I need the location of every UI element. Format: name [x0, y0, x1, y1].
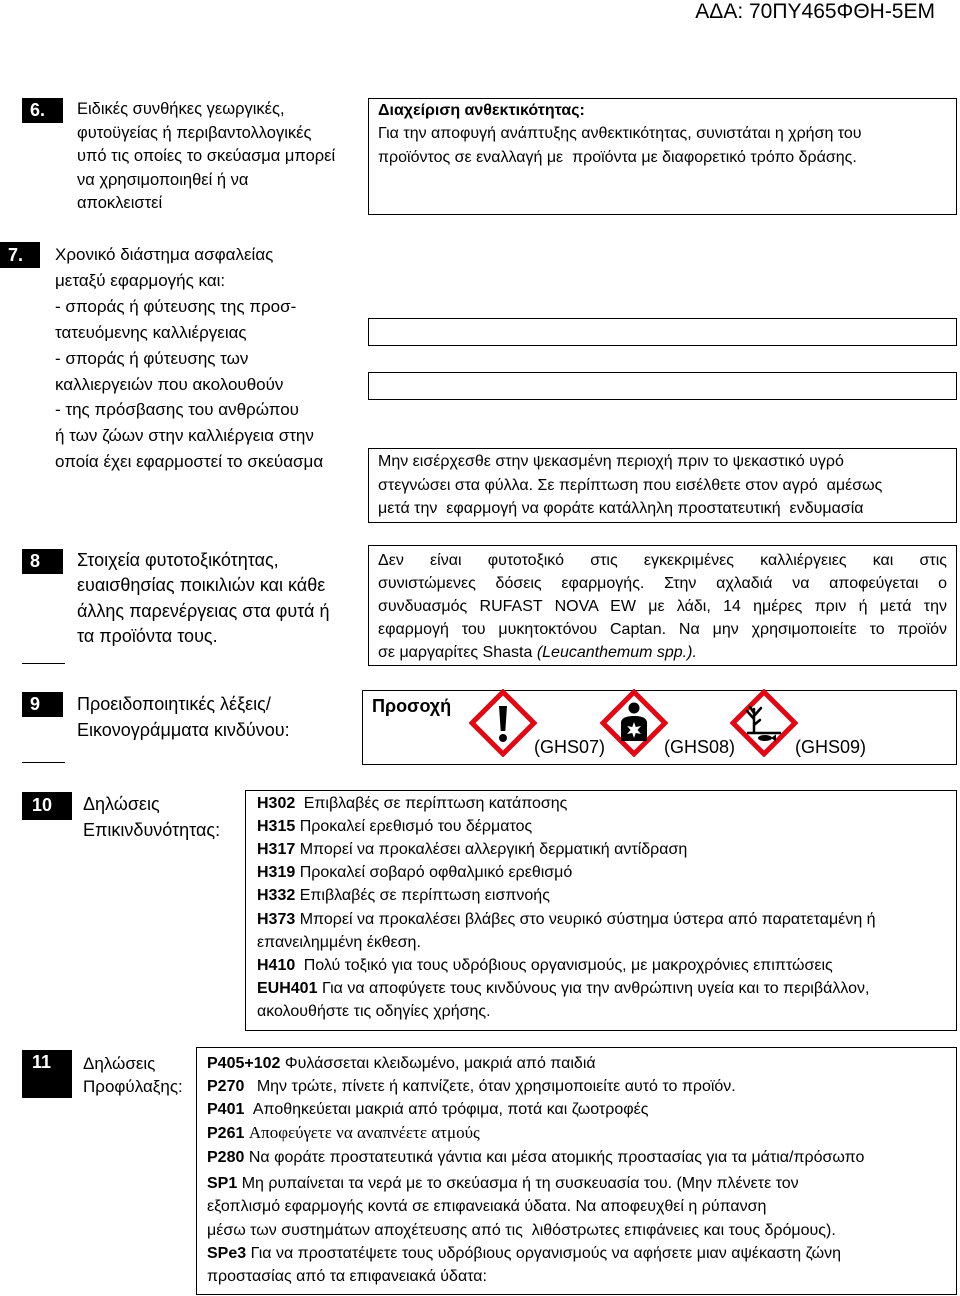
content-line: Μην εισέρχεσθε στην ψεκασμένη περιοχή πριν το ψεκαστικό υγρό	[378, 453, 844, 470]
statement-code: H315	[257, 817, 296, 835]
label-line: - της πρόσβασης του ανθρώπου	[55, 400, 299, 420]
label-line: καλλιεργειών που ακολουθούν	[55, 374, 284, 394]
figure-head	[629, 703, 640, 714]
statement-h317	[257, 838, 876, 861]
statement-text: Επιβλαβές σε περίπτωση κατάποσης	[303, 794, 568, 812]
hazard-statements	[257, 792, 876, 1024]
label-line: Ειδικές συνθήκες γεωργικές,	[77, 100, 285, 118]
content-line: συνιστώμενες δόσεις εφαρμογής. Στην αχλαδιά να αποφεύγεται ο	[378, 574, 947, 592]
label-line: - σποράς ή φύτευσης της προσ-	[55, 296, 297, 316]
statement-text: Προκαλεί σοβαρό οφθαλμικό ερεθισμό	[299, 864, 573, 882]
statement-text: Για να προστατέψετε τους υδρόβιους οργανισμούς να αφήσετε μιαν αψέκαστη ζώνη	[250, 1244, 841, 1262]
statement-code: H373	[257, 910, 296, 928]
dead-fish	[758, 735, 772, 741]
statement-continuation: προστασίας από τα επιφανειακά ύδατα:	[207, 1268, 487, 1286]
section-7-number: 7.	[8, 245, 24, 265]
section-10-number: 10	[32, 795, 53, 815]
label-line: υπό τις οποίες το σκεύασμα μπορεί	[77, 147, 336, 165]
section-6-number: 6.	[30, 100, 46, 120]
section-7-content	[378, 450, 882, 521]
statement-h332	[257, 884, 876, 907]
content-line: εφαρμογή του μυκητοκτόνου Captan. Να μην χρησιμοποιείτε το προϊόν	[378, 621, 947, 639]
section-6-label	[77, 98, 335, 216]
label-line: φυτοϋγείας ή περιβαντολλογικές	[77, 123, 312, 142]
label-line: Δηλώσεις	[83, 1053, 156, 1073]
label-line: Προφύλαξης:	[83, 1076, 183, 1096]
section-9-divider	[22, 762, 65, 763]
ada-header: ΑΔΑ: 70ΠΥ465ΦΘΗ-5ΕΜ	[695, 0, 935, 23]
statement-sp1	[207, 1172, 864, 1195]
statement-h302	[257, 792, 876, 815]
label-line: - σποράς ή φύτευσης των	[55, 348, 249, 368]
environment-icon	[730, 689, 798, 757]
statement-code: H332	[257, 887, 296, 905]
statement-p280	[207, 1146, 864, 1169]
statement-text: Φυλάσσεται κλειδωμένο, μακριά από παιδιά	[284, 1054, 596, 1072]
statement-code: H410	[257, 956, 296, 974]
content-line: Δεν είναι φυτοτοξικό στις εγκεκριμένες καλλιέργειες και στις	[378, 551, 947, 569]
statement-h315	[257, 815, 876, 838]
health-hazard-icon	[600, 689, 668, 757]
statement-euh401	[257, 977, 876, 1000]
statement-text: Αποθηκεύεται μακριά από τρόφιμα, ποτά και ζωοτροφές	[252, 1101, 649, 1119]
statement-continuation: ακολουθήστε τις οδηγίες χρήσης.	[257, 1003, 491, 1021]
label-line: αποκλειστεί	[77, 194, 163, 212]
statement-text: Προκαλεί ερεθισμό του δέρματος	[299, 817, 533, 835]
section-10-label	[83, 791, 220, 843]
section-7-empty-box-crops	[368, 318, 957, 346]
label-line: να χρησιμοποιηθεί ή να	[77, 170, 249, 189]
statement-p401	[207, 1098, 864, 1121]
section-11-label	[83, 1052, 183, 1098]
statement-continuation: εξοπλισμό εφαρμογής κοντά σε επιφανειακά ύδατα. Να αποφευχθεί η ρύπανση	[207, 1198, 767, 1216]
section-9-label	[77, 691, 290, 743]
statement-text: Επιβλαβές σε περίπτωση εισπνοής	[299, 887, 550, 905]
label-line: Εικονογράμματα κινδύνου:	[77, 720, 290, 740]
ghs09-label: (GHS09)	[795, 737, 867, 757]
label-line: Χρονικό διάστημα ασφαλείας	[55, 245, 274, 264]
statement-text: Μη ρυπαίνεται τα νερά με το σκεύασμα ή τη συσκευασία του. (Μην πλένετε τον	[241, 1174, 799, 1192]
section-7-empty-box-following-crops	[368, 372, 957, 400]
section-8-number: 8	[30, 551, 41, 571]
statement-code: P270	[207, 1077, 245, 1095]
label-line: Επικινδυνότητας:	[83, 820, 221, 840]
section-7-label	[55, 242, 323, 475]
statement-p270	[207, 1075, 864, 1098]
content-line: στεγνώσει στα φύλλα. Σε περίπτωση που εισέλθετε στον αγρό αμέσως	[378, 476, 883, 494]
section-8-divider	[22, 663, 65, 664]
statement-code: H317	[257, 840, 296, 858]
section-8-label	[77, 548, 329, 649]
statement-text: Να φοράτε προστατευτικά γάντια και μέσα ατομικής προστασίας για τα μάτια/πρόσωπο	[248, 1148, 865, 1166]
section-11-number: 11	[32, 1052, 52, 1072]
statement-p405	[207, 1052, 864, 1075]
content-line	[378, 641, 947, 664]
section-8-content	[378, 549, 947, 665]
species-name: (Leucanthemum spp.).	[536, 644, 697, 662]
statement-text: Μπορεί να προκαλέσει αλλεργική δερματική αντίδραση	[299, 840, 688, 858]
statement-p261	[207, 1121, 864, 1145]
exclamation-mark-icon	[469, 689, 537, 757]
content-line: Για την αποφυγή ανάπτυξης ανθεκτικότητας, συνιστάται η χρήση του	[378, 125, 862, 142]
resistance-heading: Διαχείριση ανθεκτικότητας:	[378, 101, 585, 119]
statement-code: P405+102	[207, 1054, 281, 1072]
content-text: σε μαργαρίτες Shasta	[378, 644, 533, 662]
label-line: τατευόμενης καλλιέργειας	[55, 322, 247, 342]
ghs08-label: (GHS08)	[664, 737, 736, 757]
ghs07-label: (GHS07)	[534, 737, 606, 757]
precautionary-statements	[207, 1052, 864, 1289]
statement-h319	[257, 861, 876, 884]
statement-code: SPe3	[207, 1244, 247, 1262]
statement-continuation: μέσω των συστημάτων αποχέτευσης από τις λιθόστρωτες επιφάνειες και τους δρόμους).	[207, 1221, 836, 1239]
statement-spe3	[207, 1242, 864, 1265]
label-line: μεταξύ εφαρμογής και:	[55, 270, 226, 290]
label-line: Προειδοποιητικές λέξεις/	[77, 694, 271, 714]
label-line: Στοιχεία φυτοτοξικότητας,	[77, 550, 279, 570]
statement-continuation: επανειλημμένη έκθεση.	[257, 933, 421, 951]
label-line: οποία έχει εφαρμοστεί το σκεύασμα	[55, 452, 324, 472]
statement-code: H302	[257, 794, 296, 812]
statement-text: Μην τρώτε, πίνετε ή καπνίζετε, όταν χρησιμοποιείτε αυτό το προϊόν.	[256, 1077, 736, 1095]
statement-text: Μπορεί να προκαλέσει βλάβες στο νευρικό σύστημα ύστερα από παρατεταμένη ή	[299, 910, 876, 928]
statement-text: Για να αποφύγετε τους κινδύνους για την ανθρώπινη υγεία και το περιβάλλον,	[321, 980, 870, 998]
label-line: άλλης παρενέργειας στα φυτά ή	[77, 600, 330, 621]
label-line: ή των ζώων στην καλλιέργεια στην	[55, 426, 314, 446]
content-line: συνδυασμός RUFAST NOVA EW με λάδι, 14 ημέρες πριν ή μετά την	[378, 597, 947, 615]
statement-h373	[257, 908, 876, 931]
section-8-number-badge	[22, 549, 63, 574]
statement-code: H319	[257, 864, 296, 882]
label-line: Δηλώσεις	[83, 794, 160, 814]
content-line: προϊόντος σε εναλλαγή με προϊόντα με διαφορετικό τρόπο δράσης.	[378, 148, 857, 166]
statement-text: Πολύ τοξικό για τους υδρόβιους οργανισμούς, με μακροχρόνιες επιπτώσεις	[303, 956, 833, 974]
section-6-number-badge	[22, 98, 63, 123]
section-11-number-badge	[22, 1050, 72, 1098]
label-line: ευαισθησίας ποικιλιών και κάθε	[77, 575, 326, 596]
section-10-number-badge	[22, 792, 72, 820]
exclamation-dot	[499, 734, 507, 742]
section-7-number-badge	[0, 242, 40, 268]
statement-h410	[257, 954, 876, 977]
statement-code: P401	[207, 1101, 245, 1119]
ghs-diamond-border	[733, 692, 795, 754]
signal-word: Προσοχή	[372, 696, 452, 716]
statement-code: P261	[207, 1125, 245, 1143]
statement-code: EUH401	[257, 980, 318, 998]
section-6-content	[378, 99, 862, 170]
statement-text: Αποφεύγετε να αναπνέετε ατμούς	[248, 1123, 480, 1143]
section-9-number: 9	[30, 694, 41, 714]
content-line: μετά την εφαρμογή να φοράτε κατάλληλη προστατευτική ενδυμασία	[378, 500, 864, 517]
statement-code: SP1	[207, 1174, 238, 1192]
label-line: τα προϊόντα τους.	[77, 625, 218, 646]
statement-code: P280	[207, 1148, 245, 1166]
section-9-number-badge	[22, 692, 63, 717]
